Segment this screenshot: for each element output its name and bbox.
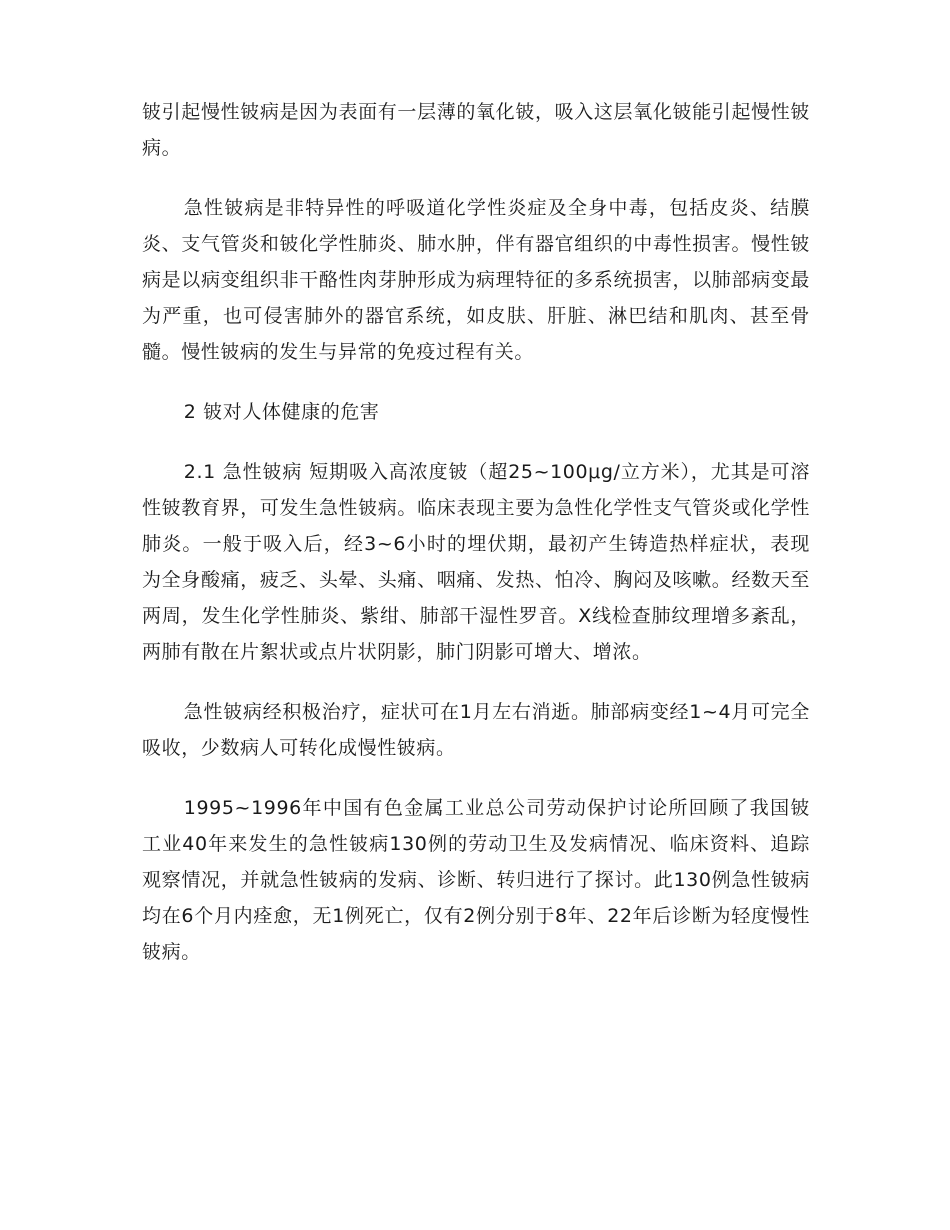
paragraph-4: 急性铍病经积极治疗，症状可在1月左右消逝。肺部病变经1~4月可完全吸收，少数病人可转化成慢性铍病。 [142, 701, 810, 759]
paragraph-2: 急性铍病是非特异性的呼吸道化学性炎症及全身中毒，包括皮炎、结膜炎、支气管炎和铍化学性肺炎、肺水肿，伴有器官组织的中毒性损害。慢性铍病是以病变组织非干酪性肉芽肿形成为病理特征的多系统损害，以肺部病变最为严重，也可侵害肺外的器官系统，如皮肤、肝脏、淋巴结和肌肉、甚至骨髓。慢性铍病的发生与异常的免疫过程有关。 [142, 197, 810, 363]
section-heading: 2 铍对人体健康的危害 [183, 401, 380, 423]
paragraph-3: 2.1 急性铍病 短期吸入高浓度铍（超25~100μg/立方米），尤其是可溶性铍教育界，可发生急性铍病。临床表现主要为急性化学性支气管炎或化学性肺炎。一般于吸入后，经3~6小时的埋伏期，最初产生铸造热样症状，表现为全身酸痛，疲乏、头晕、头痛、咽痛、发热、怕冷、胸闷及咳嗽。经数天至两周，发生化学性肺炎、紫绀、肺部干湿性罗音。X线检查肺纹理增多紊乱，两肺有散在片絮状或点片状阴影，肺门阴影可增大、增浓。 [142, 461, 810, 663]
paragraph-1: 铍引起慢性铍病是因为表面有一层薄的氧化铍，吸入这层氧化铍能引起慢性铍病。 [142, 101, 810, 159]
document-page [142, 94, 810, 994]
paragraph-5: 1995~1996年中国有色金属工业总公司劳动保护讨论所回顾了我国铍工业40年来发生的急性铍病130例的劳动卫生及发病情况、临床资料、追踪观察情况，并就急性铍病的发病、诊断、转归进行了探讨。此130例急性铍病均在6个月内痊愈，无1例死亡，仅有2例分别于8年、22年后诊断为轻度慢性铍病。 [142, 797, 810, 963]
